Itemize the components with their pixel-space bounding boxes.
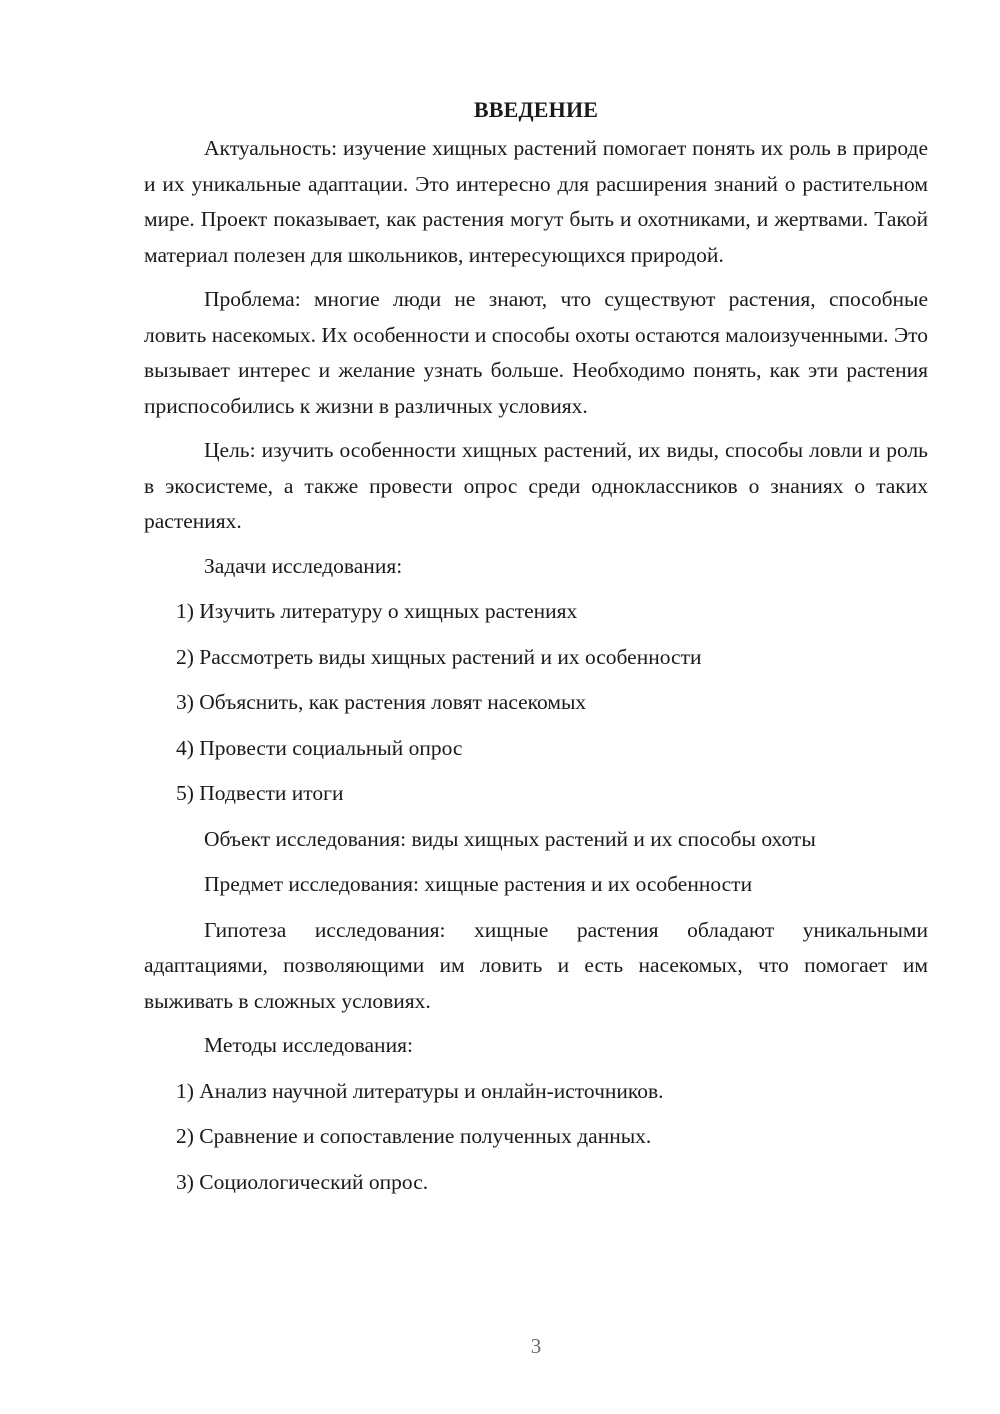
problem-paragraph: Проблема: многие люди не знают, что существуют растения, способные ловить насекомых. Их особенности и способы охоты остаются малоизученными. Это вызывает интерес и желание узнать больше. Необходимо понять, как эти растения приспособились к жизни в различных условиях. (144, 287, 928, 418)
task-item-2: 2) Рассмотреть виды хищных растений и их особенности (176, 644, 702, 669)
task-item-1: 1) Изучить литературу о хищных растениях (176, 599, 578, 623)
goal-paragraph: Цель: изучить особенности хищных растений, их виды, способы ловли и роль в экосистеме, а также провести опрос среди одноклассников о знаниях о таких растениях. (144, 438, 928, 533)
relevance-paragraph: Актуальность: изучение хищных растений помогает понять их роль в природе и их уникальные адаптации. Это интересно для расширения знаний о растительном мире. Проект показывает, как растения могут быть и охотниками, и жертвами. Такой материал полезен для школьников, интересующихся природой. (144, 136, 928, 267)
method-item-3: 3) Социологический опрос. (176, 1169, 429, 1194)
method-item-2: 2) Сравнение и сопоставление полученных данных. (176, 1124, 652, 1148)
research-subject: Предмет исследования: хищные растения и их особенности (204, 872, 753, 896)
task-item-3: 3) Объяснить, как растения ловят насекомых (176, 690, 587, 714)
task-item-5: 5) Подвести итоги (176, 781, 344, 805)
tasks-heading: Задачи исследования: (204, 553, 403, 578)
task-item-4: 4) Провести социальный опрос (176, 735, 463, 760)
hypothesis-paragraph: Гипотеза исследования: хищные растения обладают уникальными адаптациями, позволяющими им ловить и есть насекомых, что помогает им выживать в сложных условиях. (144, 917, 928, 1013)
research-object: Объект исследования: виды хищных растений и их способы охоты (204, 826, 816, 851)
page-number: 3 (530, 1334, 542, 1358)
document-page (144, 95, 928, 1210)
section-title: ВВЕДЕНИЕ (473, 97, 599, 122)
method-item-1: 1) Анализ научной литературы и онлайн-источников. (176, 1078, 664, 1103)
methods-heading: Методы исследования: (204, 1033, 413, 1057)
